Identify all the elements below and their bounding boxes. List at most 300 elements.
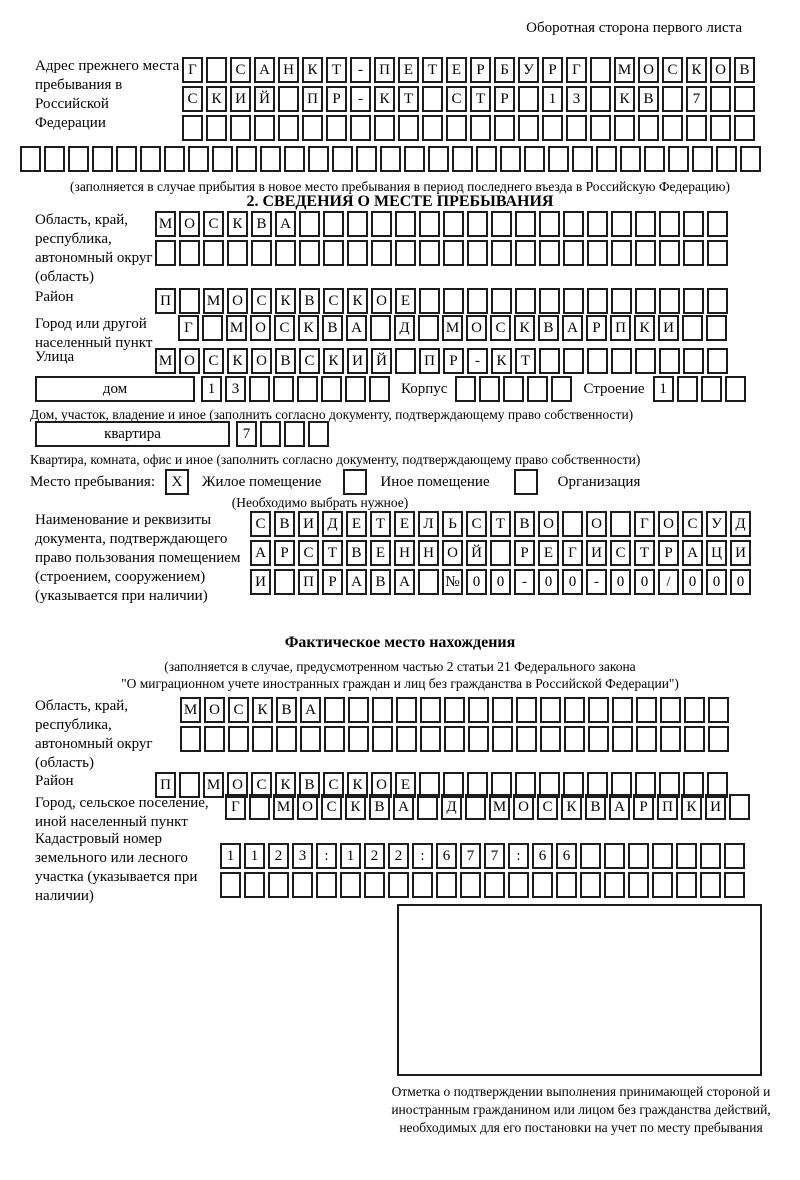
- char-box[interactable]: [182, 115, 203, 141]
- char-box[interactable]: К: [275, 772, 296, 798]
- char-box[interactable]: 0: [562, 569, 583, 595]
- char-box[interactable]: [614, 115, 635, 141]
- char-box[interactable]: [273, 376, 294, 402]
- char-box[interactable]: 7: [460, 843, 481, 869]
- char-box[interactable]: Е: [394, 511, 415, 537]
- char-box[interactable]: Ь: [442, 511, 463, 537]
- char-box[interactable]: С: [251, 772, 272, 798]
- char-box[interactable]: К: [345, 794, 366, 820]
- char-box[interactable]: [662, 115, 683, 141]
- char-box[interactable]: [276, 726, 297, 752]
- char-box[interactable]: [492, 697, 513, 723]
- char-box[interactable]: [491, 288, 512, 314]
- char-box[interactable]: [180, 726, 201, 752]
- char-box[interactable]: [611, 211, 632, 237]
- char-box[interactable]: Р: [322, 569, 343, 595]
- char-box[interactable]: [588, 697, 609, 723]
- char-box[interactable]: 6: [532, 843, 553, 869]
- char-box[interactable]: У: [706, 511, 727, 537]
- char-box[interactable]: [662, 86, 683, 112]
- char-box[interactable]: [515, 288, 536, 314]
- char-box[interactable]: [324, 726, 345, 752]
- char-box[interactable]: [587, 348, 608, 374]
- char-box[interactable]: И: [658, 315, 679, 341]
- char-box[interactable]: [268, 872, 289, 898]
- char-box[interactable]: [350, 115, 371, 141]
- char-box[interactable]: [299, 240, 320, 266]
- char-box[interactable]: [340, 872, 361, 898]
- char-box[interactable]: В: [346, 540, 367, 566]
- char-box[interactable]: [740, 146, 761, 172]
- char-box[interactable]: В: [299, 288, 320, 314]
- char-box[interactable]: П: [302, 86, 323, 112]
- char-box[interactable]: В: [734, 57, 755, 83]
- char-box[interactable]: [468, 726, 489, 752]
- char-box[interactable]: [396, 697, 417, 723]
- char-box[interactable]: 7: [686, 86, 707, 112]
- char-box[interactable]: В: [275, 348, 296, 374]
- char-box[interactable]: Т: [326, 57, 347, 83]
- char-box[interactable]: [308, 421, 329, 447]
- char-box[interactable]: [412, 872, 433, 898]
- char-box[interactable]: [278, 115, 299, 141]
- char-box[interactable]: В: [514, 511, 535, 537]
- char-box[interactable]: [677, 376, 698, 402]
- char-box[interactable]: [155, 240, 176, 266]
- char-box[interactable]: [326, 115, 347, 141]
- char-box[interactable]: С: [323, 288, 344, 314]
- char-box[interactable]: [188, 146, 209, 172]
- char-box[interactable]: [420, 697, 441, 723]
- char-box[interactable]: [724, 843, 745, 869]
- char-box[interactable]: [467, 288, 488, 314]
- char-box[interactable]: [323, 240, 344, 266]
- char-box[interactable]: К: [686, 57, 707, 83]
- char-box[interactable]: [539, 240, 560, 266]
- char-box[interactable]: [556, 872, 577, 898]
- char-box[interactable]: А: [682, 540, 703, 566]
- char-box[interactable]: [446, 115, 467, 141]
- char-box[interactable]: А: [346, 569, 367, 595]
- char-box[interactable]: [706, 315, 727, 341]
- char-box[interactable]: [635, 288, 656, 314]
- char-box[interactable]: [707, 240, 728, 266]
- char-box[interactable]: [518, 86, 539, 112]
- char-box[interactable]: [443, 211, 464, 237]
- char-box[interactable]: [244, 872, 265, 898]
- char-box[interactable]: 1: [653, 376, 674, 402]
- char-box[interactable]: [563, 240, 584, 266]
- char-box[interactable]: Б: [494, 57, 515, 83]
- char-box[interactable]: [491, 211, 512, 237]
- char-box[interactable]: [348, 697, 369, 723]
- char-box[interactable]: К: [681, 794, 702, 820]
- char-box[interactable]: [494, 115, 515, 141]
- char-box[interactable]: 7: [236, 421, 257, 447]
- char-box[interactable]: [116, 146, 137, 172]
- char-box[interactable]: [724, 872, 745, 898]
- char-box[interactable]: О: [538, 511, 559, 537]
- char-box[interactable]: [202, 315, 223, 341]
- char-box[interactable]: [206, 57, 227, 83]
- char-box[interactable]: Р: [326, 86, 347, 112]
- char-box[interactable]: [443, 288, 464, 314]
- char-box[interactable]: С: [299, 348, 320, 374]
- char-box[interactable]: [683, 348, 704, 374]
- char-box[interactable]: [659, 240, 680, 266]
- char-box[interactable]: П: [374, 57, 395, 83]
- char-box[interactable]: С: [466, 511, 487, 537]
- char-box[interactable]: [587, 240, 608, 266]
- char-box[interactable]: О: [250, 315, 271, 341]
- char-box[interactable]: [636, 697, 657, 723]
- char-box[interactable]: [278, 86, 299, 112]
- char-box[interactable]: [300, 726, 321, 752]
- char-box[interactable]: [659, 348, 680, 374]
- char-box[interactable]: О: [586, 511, 607, 537]
- char-box[interactable]: [684, 726, 705, 752]
- char-box[interactable]: [404, 146, 425, 172]
- char-box[interactable]: И: [730, 540, 751, 566]
- char-box[interactable]: [465, 794, 486, 820]
- char-box[interactable]: Р: [658, 540, 679, 566]
- char-box[interactable]: А: [275, 211, 296, 237]
- char-box[interactable]: [503, 376, 524, 402]
- char-box[interactable]: [652, 872, 673, 898]
- char-box[interactable]: [539, 348, 560, 374]
- char-box[interactable]: [564, 726, 585, 752]
- char-box[interactable]: [580, 843, 601, 869]
- char-box[interactable]: А: [393, 794, 414, 820]
- char-box[interactable]: В: [299, 772, 320, 798]
- char-box[interactable]: М: [180, 697, 201, 723]
- char-box[interactable]: К: [275, 288, 296, 314]
- char-box[interactable]: [540, 726, 561, 752]
- char-box[interactable]: 6: [556, 843, 577, 869]
- char-box[interactable]: [564, 697, 585, 723]
- char-box[interactable]: У: [518, 57, 539, 83]
- char-box[interactable]: С: [662, 57, 683, 83]
- char-box[interactable]: [370, 315, 391, 341]
- char-box[interactable]: 2: [388, 843, 409, 869]
- char-box[interactable]: В: [538, 315, 559, 341]
- char-box[interactable]: [249, 376, 270, 402]
- char-box[interactable]: [524, 146, 545, 172]
- char-box[interactable]: Т: [398, 86, 419, 112]
- char-box[interactable]: О: [710, 57, 731, 83]
- char-box[interactable]: [710, 115, 731, 141]
- char-box[interactable]: [532, 872, 553, 898]
- char-box[interactable]: [516, 697, 537, 723]
- char-box[interactable]: [707, 288, 728, 314]
- char-box[interactable]: [490, 540, 511, 566]
- char-box[interactable]: [395, 348, 416, 374]
- char-box[interactable]: [68, 146, 89, 172]
- char-box[interactable]: [659, 288, 680, 314]
- char-box[interactable]: [260, 421, 281, 447]
- char-box[interactable]: Т: [634, 540, 655, 566]
- char-box[interactable]: [372, 726, 393, 752]
- char-box[interactable]: А: [254, 57, 275, 83]
- char-box[interactable]: О: [466, 315, 487, 341]
- char-box[interactable]: [417, 794, 438, 820]
- char-box[interactable]: [729, 794, 750, 820]
- char-box[interactable]: [347, 240, 368, 266]
- char-box[interactable]: М: [489, 794, 510, 820]
- char-box[interactable]: 3: [225, 376, 246, 402]
- char-box[interactable]: [396, 726, 417, 752]
- char-box[interactable]: П: [610, 315, 631, 341]
- char-box[interactable]: [644, 146, 665, 172]
- char-box[interactable]: 6: [436, 843, 457, 869]
- char-box[interactable]: Р: [443, 348, 464, 374]
- char-box[interactable]: Е: [346, 511, 367, 537]
- char-box[interactable]: С: [610, 540, 631, 566]
- char-box[interactable]: :: [508, 843, 529, 869]
- char-box[interactable]: И: [230, 86, 251, 112]
- char-box[interactable]: [418, 569, 439, 595]
- char-box[interactable]: [611, 240, 632, 266]
- char-box[interactable]: [734, 86, 755, 112]
- char-box[interactable]: К: [347, 772, 368, 798]
- char-box[interactable]: [707, 211, 728, 237]
- char-box[interactable]: [611, 288, 632, 314]
- char-box[interactable]: С: [323, 772, 344, 798]
- char-box[interactable]: [542, 115, 563, 141]
- char-box[interactable]: [398, 115, 419, 141]
- char-box[interactable]: [604, 872, 625, 898]
- char-box[interactable]: [492, 726, 513, 752]
- char-box[interactable]: [460, 872, 481, 898]
- char-box[interactable]: [590, 86, 611, 112]
- char-box[interactable]: С: [537, 794, 558, 820]
- char-box[interactable]: В: [276, 697, 297, 723]
- char-box[interactable]: [364, 872, 385, 898]
- char-box[interactable]: [515, 240, 536, 266]
- char-box[interactable]: [297, 376, 318, 402]
- char-box[interactable]: Й: [371, 348, 392, 374]
- char-box[interactable]: 0: [706, 569, 727, 595]
- char-box[interactable]: Г: [225, 794, 246, 820]
- char-box[interactable]: О: [371, 772, 392, 798]
- char-box[interactable]: [420, 726, 441, 752]
- char-box[interactable]: [419, 288, 440, 314]
- char-box[interactable]: С: [203, 211, 224, 237]
- char-box[interactable]: Е: [538, 540, 559, 566]
- char-box[interactable]: [468, 697, 489, 723]
- char-box[interactable]: [638, 115, 659, 141]
- char-box[interactable]: [345, 376, 366, 402]
- char-box[interactable]: [660, 726, 681, 752]
- char-box[interactable]: [44, 146, 65, 172]
- char-box[interactable]: [539, 288, 560, 314]
- char-box[interactable]: 1: [201, 376, 222, 402]
- char-box[interactable]: О: [371, 288, 392, 314]
- char-box[interactable]: [395, 211, 416, 237]
- char-box[interactable]: 1: [244, 843, 265, 869]
- char-box[interactable]: [372, 697, 393, 723]
- char-box[interactable]: Д: [441, 794, 462, 820]
- char-box[interactable]: М: [203, 288, 224, 314]
- char-box[interactable]: [444, 726, 465, 752]
- char-box[interactable]: [206, 115, 227, 141]
- char-box[interactable]: [467, 211, 488, 237]
- char-box[interactable]: А: [250, 540, 271, 566]
- char-box[interactable]: [588, 726, 609, 752]
- char-box[interactable]: 0: [610, 569, 631, 595]
- char-box[interactable]: [316, 872, 337, 898]
- char-box[interactable]: [302, 115, 323, 141]
- char-box[interactable]: И: [347, 348, 368, 374]
- char-box[interactable]: Г: [178, 315, 199, 341]
- char-box[interactable]: [686, 115, 707, 141]
- char-box[interactable]: С: [682, 511, 703, 537]
- char-box[interactable]: П: [657, 794, 678, 820]
- char-box[interactable]: [252, 726, 273, 752]
- char-box[interactable]: Р: [586, 315, 607, 341]
- char-box[interactable]: [292, 872, 313, 898]
- char-box[interactable]: Н: [278, 57, 299, 83]
- char-box[interactable]: К: [634, 315, 655, 341]
- char-box[interactable]: Д: [730, 511, 751, 537]
- char-box[interactable]: [516, 726, 537, 752]
- char-box[interactable]: [707, 348, 728, 374]
- char-box[interactable]: П: [419, 348, 440, 374]
- char-box[interactable]: Т: [515, 348, 536, 374]
- char-box[interactable]: Д: [322, 511, 343, 537]
- char-box[interactable]: [491, 240, 512, 266]
- char-box[interactable]: [275, 240, 296, 266]
- char-box[interactable]: [708, 726, 729, 752]
- char-box[interactable]: А: [346, 315, 367, 341]
- char-box[interactable]: [212, 146, 233, 172]
- char-box[interactable]: [500, 146, 521, 172]
- char-box[interactable]: [700, 843, 721, 869]
- char-box[interactable]: [682, 315, 703, 341]
- char-box[interactable]: [274, 569, 295, 595]
- char-box[interactable]: :: [412, 843, 433, 869]
- char-box[interactable]: [422, 86, 443, 112]
- char-box[interactable]: С: [182, 86, 203, 112]
- char-box[interactable]: [620, 146, 641, 172]
- char-box[interactable]: [419, 240, 440, 266]
- char-box[interactable]: О: [658, 511, 679, 537]
- char-box[interactable]: [422, 115, 443, 141]
- char-box[interactable]: 2: [364, 843, 385, 869]
- char-box[interactable]: А: [394, 569, 415, 595]
- char-box[interactable]: В: [638, 86, 659, 112]
- char-box[interactable]: [371, 240, 392, 266]
- char-box[interactable]: [254, 115, 275, 141]
- char-box[interactable]: Г: [566, 57, 587, 83]
- char-box[interactable]: Л: [418, 511, 439, 537]
- char-box[interactable]: [683, 211, 704, 237]
- char-box[interactable]: [562, 511, 583, 537]
- char-box[interactable]: Ц: [706, 540, 727, 566]
- char-box[interactable]: -: [586, 569, 607, 595]
- char-box[interactable]: С: [228, 697, 249, 723]
- char-box[interactable]: А: [300, 697, 321, 723]
- char-box[interactable]: [710, 86, 731, 112]
- char-box[interactable]: [284, 146, 305, 172]
- char-box[interactable]: [419, 211, 440, 237]
- char-box[interactable]: [220, 872, 241, 898]
- char-box[interactable]: В: [369, 794, 390, 820]
- char-box[interactable]: 0: [466, 569, 487, 595]
- char-box[interactable]: [683, 240, 704, 266]
- char-box[interactable]: К: [302, 57, 323, 83]
- char-box[interactable]: №: [442, 569, 463, 595]
- char-box[interactable]: Т: [422, 57, 443, 83]
- char-box[interactable]: Н: [418, 540, 439, 566]
- char-box[interactable]: К: [323, 348, 344, 374]
- char-box[interactable]: [628, 872, 649, 898]
- char-box[interactable]: [348, 726, 369, 752]
- checkbox-residential[interactable]: X: [165, 469, 189, 495]
- char-box[interactable]: М: [614, 57, 635, 83]
- char-box[interactable]: [323, 211, 344, 237]
- char-box[interactable]: В: [274, 511, 295, 537]
- char-box[interactable]: 0: [538, 569, 559, 595]
- char-box[interactable]: [371, 211, 392, 237]
- char-box[interactable]: 1: [220, 843, 241, 869]
- char-box[interactable]: [635, 240, 656, 266]
- char-box[interactable]: П: [155, 288, 176, 314]
- char-box[interactable]: [527, 376, 548, 402]
- char-box[interactable]: К: [347, 288, 368, 314]
- char-box[interactable]: Е: [398, 57, 419, 83]
- char-box[interactable]: В: [251, 211, 272, 237]
- char-box[interactable]: М: [155, 211, 176, 237]
- char-box[interactable]: Р: [514, 540, 535, 566]
- char-box[interactable]: С: [251, 288, 272, 314]
- char-box[interactable]: [611, 348, 632, 374]
- char-box[interactable]: [684, 697, 705, 723]
- char-box[interactable]: [652, 843, 673, 869]
- char-box[interactable]: [299, 211, 320, 237]
- char-box[interactable]: [374, 115, 395, 141]
- char-box[interactable]: -: [350, 57, 371, 83]
- char-box[interactable]: [455, 376, 476, 402]
- char-box[interactable]: Т: [470, 86, 491, 112]
- char-box[interactable]: П: [155, 772, 176, 798]
- char-box[interactable]: [140, 146, 161, 172]
- char-box[interactable]: [563, 348, 584, 374]
- char-box[interactable]: К: [298, 315, 319, 341]
- char-box[interactable]: [676, 872, 697, 898]
- char-box[interactable]: [636, 726, 657, 752]
- char-box[interactable]: [452, 146, 473, 172]
- char-box[interactable]: К: [561, 794, 582, 820]
- char-box[interactable]: И: [250, 569, 271, 595]
- char-box[interactable]: К: [514, 315, 535, 341]
- char-box[interactable]: [563, 211, 584, 237]
- char-box[interactable]: С: [490, 315, 511, 341]
- char-box[interactable]: [610, 511, 631, 537]
- char-box[interactable]: Р: [274, 540, 295, 566]
- char-box[interactable]: /: [658, 569, 679, 595]
- char-box[interactable]: [356, 146, 377, 172]
- char-box[interactable]: О: [442, 540, 463, 566]
- char-box[interactable]: [324, 697, 345, 723]
- char-box[interactable]: [539, 211, 560, 237]
- char-box[interactable]: [548, 146, 569, 172]
- char-box[interactable]: [436, 872, 457, 898]
- char-box[interactable]: Е: [446, 57, 467, 83]
- char-box[interactable]: К: [374, 86, 395, 112]
- char-box[interactable]: [701, 376, 722, 402]
- char-box[interactable]: М: [442, 315, 463, 341]
